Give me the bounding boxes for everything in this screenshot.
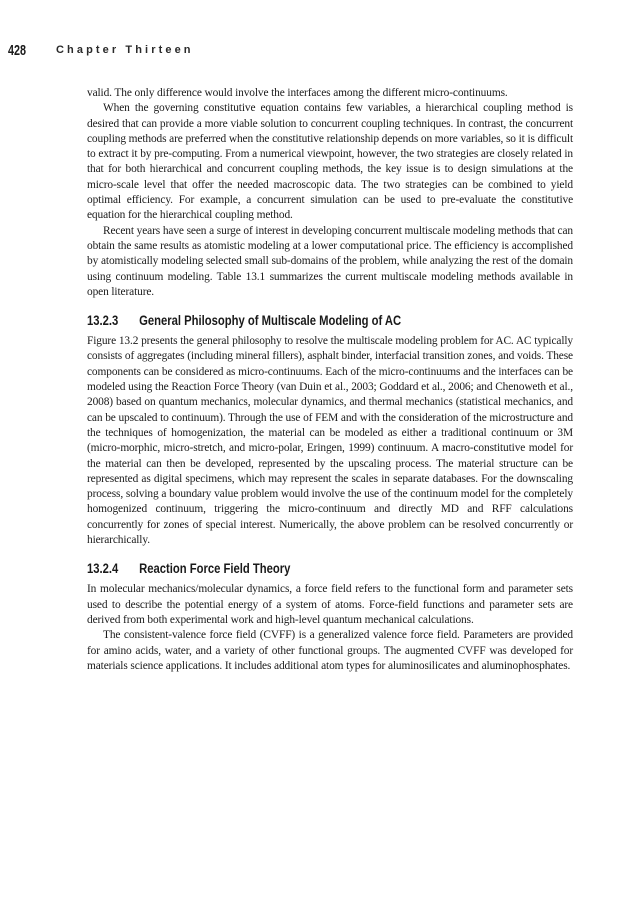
section-number: 13.2.3 xyxy=(87,313,119,329)
paragraph: When the governing constitutive equation contains few variables, a hierarchical coupling method is desired that can provide a more viable solution to concurrent coupling techniques. In contrast, the concurrent coupling methods are preferred when the constitutive relationship depends on more variables, so it is difficult to extract it by pre-computing. From a numerical viewpoint, however, the two strategies are closely related in that for both hierarchical and concurrent coupling methods, the key issue is to design simulations at the micro-scale level that offer the needed macroscopic data. The two strategies can be combined to yield optimal efficiency. For example, a concurrent simulation can be used to pre-evaluate the constitutive equation for the hierarchical coupling method. xyxy=(87,102,573,222)
section-title: General Philosophy of Multiscale Modeling of AC xyxy=(139,313,402,329)
page-body xyxy=(87,86,573,674)
paragraph-continued: valid. The only difference would involve the interfaces among the different micro-continuums. xyxy=(87,87,508,99)
section-title: Reaction Force Field Theory xyxy=(139,561,291,577)
paragraph: Figure 13.2 presents the general philosophy to resolve the multiscale modeling problem for AC. AC typically consists of aggregates (including mineral fillers), asphalt binder, interfacial transition zones, and voids. These components can be considered as micro-continuums. Each of the micro-continuums and the interfaces can be modeled using the Reaction Force Theory (van Duin et al., 2003; Goddard et al., 2006; and Chenoweth et al., 2008) based on quantum mechanics, molecular dynamics, and thermal mechanics (statistical mechanics, and can be upscaled to continuum). Through the use of FEM and with the consideration of the microstructure and the techniques of homogenization, the material can be modeled as either a traditional continuum or 3M (micro-morphic, micro-stretch, and micro-polar, Eringen, 1999) continuum. A macro-constitutive model for the material can then be developed, represented by the upscaling process. The material structure can be represented as digital specimens, which may represent the scales in separate databases. For the downscaling process, solving a boundary value problem would involve the use of the continuum model for the completely homogenized continuum, triggering the micro-continuum and directly MD and RFF calculations concurrently for zones of special interest. Numerically, the above problem can be resolved concurrently or hierarchically. xyxy=(87,335,573,547)
paragraph: Recent years have seen a surge of interest in developing concurrent multiscale modeling methods that can obtain the same results as atomistic modeling at a lower computational price. The efficiency is accomplished by atomistically modeling selected small sub-domains of the problem, while analyzing the rest of the domain using continuum modeling. Table 13.1 summarizes the current multiscale modeling methods available in open literature. xyxy=(87,224,573,298)
page-number: 428 xyxy=(8,42,27,59)
section-heading xyxy=(87,312,495,329)
paragraph: The consistent-valence force field (CVFF) is a generalized valence force field. Parameters are provided for amino acids, water, and a variety of other functional groups. The augmented CVFF was developed for materials science applications. It includes additional atom types for aluminosilicates and aluminophosphates. xyxy=(87,629,573,672)
paragraph: In molecular mechanics/molecular dynamics, a force field refers to the functional form and parameter sets used to describe the potential energy of a system of atoms. Force-field functions and parameter sets are derived from both experimental work and high-level quantum mechanical calculations. xyxy=(87,583,573,626)
running-head: Chapter Thirteen xyxy=(56,44,194,56)
section-number: 13.2.4 xyxy=(87,561,119,577)
section-heading xyxy=(87,560,495,577)
